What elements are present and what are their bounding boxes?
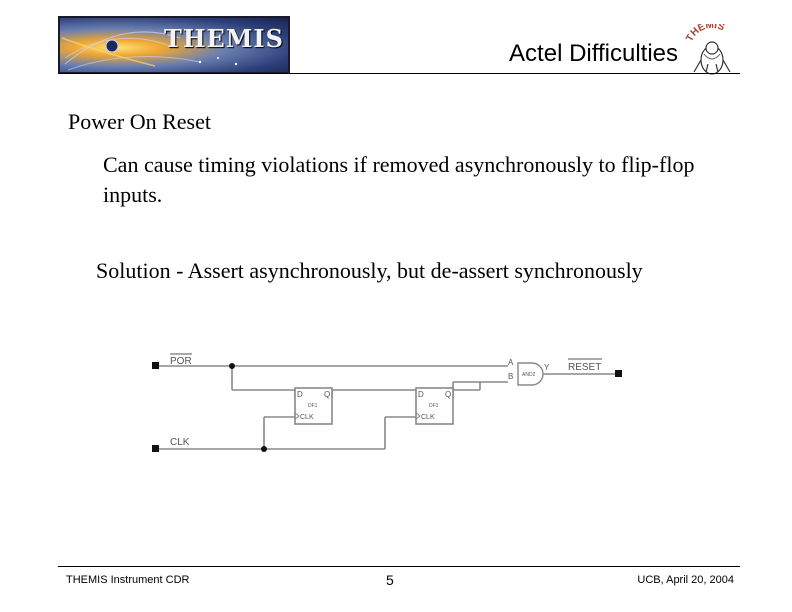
themis-logo: [58, 16, 290, 74]
page-number: 5: [386, 572, 394, 588]
gate-input-b: B: [508, 372, 514, 381]
gate-output-y: Y: [544, 363, 550, 372]
header-divider: [58, 73, 740, 74]
reset-port: [615, 370, 622, 377]
por-port: [152, 362, 159, 369]
ff2-clk-pin: CLK: [421, 414, 435, 421]
logo-text: THEMIS: [164, 24, 284, 53]
slide-title: Actel Difficulties: [509, 40, 678, 67]
footer-presentation-name: THEMIS Instrument CDR: [66, 574, 190, 586]
ff1-name: DF1: [308, 403, 318, 409]
mascot-text: THEMIS: [684, 24, 727, 44]
footer-divider: [58, 566, 740, 567]
ff2-name: DF1: [429, 403, 439, 409]
footer-date: UCB, April 20, 2004: [637, 574, 734, 586]
svg-text:THEMIS: [684, 24, 726, 44]
por-label: POR: [170, 356, 192, 367]
reset-label: RESET: [568, 362, 602, 373]
junction-dot: [261, 446, 267, 452]
ff2-q-pin: Q: [445, 390, 452, 399]
solution-text: Solution - Assert asynchronously, but de-assert synchronously: [96, 258, 643, 283]
reset-synchronizer-schematic: [140, 345, 640, 465]
ff1-d-pin: D: [297, 390, 303, 399]
bullet-text: Can cause timing violations if removed asynchronously to flip-flop inputs.: [103, 152, 695, 207]
junction-dot: [229, 363, 235, 369]
clk-port: [152, 445, 159, 452]
themis-mascot-logo: [684, 24, 740, 76]
ff2-d-pin: D: [418, 390, 424, 399]
section-heading: Power On Reset: [68, 109, 211, 134]
flip-flop-2: [416, 388, 453, 424]
ff1-q-pin: Q: [324, 390, 331, 399]
clk-label: CLK: [170, 437, 190, 448]
flip-flop-1: [295, 388, 332, 424]
and-gate: [508, 358, 550, 385]
gate-input-a: A: [508, 358, 514, 367]
ff1-clk-pin: CLK: [300, 414, 314, 421]
gate-name: AND2: [522, 372, 536, 378]
